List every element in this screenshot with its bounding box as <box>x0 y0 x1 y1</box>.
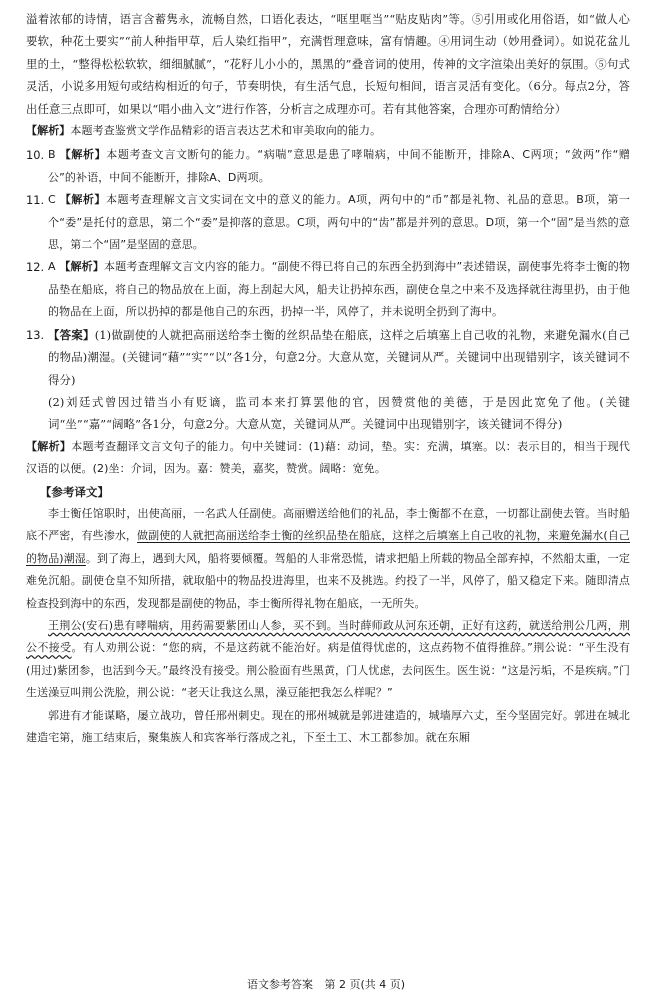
analysis-label: 【解析】 <box>26 124 71 138</box>
footer-page-number: 第 2 页(共 4 页) <box>324 978 406 991</box>
answer-2: (2)刘廷式曾因过错当小有贬谪，监司本来打算罢他的官，因赞赏他的美德，于是因此宽免了他。(关键词“坐”“嘉”“阔略”各1分，句意2分。大意从宽，关键词从严。关键词中出现错别字，该关键词不得分) <box>48 394 630 432</box>
analysis-text: 本题考查鉴赏文学作品精彩的语言表达艺术和审美取向的能力。 <box>70 124 382 138</box>
translation-paragraph-3: 郭进有才能谋略，屡立战功，曾任邢州刺史。现在的邢州城就是郭进建造的，城墙厚六丈，至今坚固完好。郭进在城北建造宅第，施工结束后，聚集族人和宾客举行落成之礼，下至土工、木工都参加。就在东厢 <box>26 708 630 744</box>
answer-letter: C <box>48 193 56 207</box>
translation-heading: 【参考译文】 <box>40 484 109 499</box>
wavy-underlined-translation: 王荆公(安石)患有哮喘病，用药需要紫团山人参，买不到。当时薛师政从河东还朝，正好有这药，就送给荆公几两，荆公不接受 <box>26 618 630 655</box>
footer-title: 语文参考答案 <box>246 978 313 991</box>
question-13-analysis <box>26 436 630 481</box>
question-number: 12. <box>26 260 45 275</box>
translation-paragraph-2 <box>26 615 630 705</box>
translation-text: 。到了海上，遇到大风，船将要倾覆。驾船的人非常恐慌，请求把船上所载的物品全部弃掉，不然船太重，一定难免沉船。副使仓皇不知所措，就取船中的物品投进海里，也来不及挑选。约投了一半，风停了，船又稳定下来。随即清点检查投到海中的东西，发现都是副使的物品，李士衡所得礼物在船底，一无所失。 <box>26 551 630 610</box>
translation-paragraph-1 <box>26 503 630 615</box>
question-10 <box>26 144 630 189</box>
answer-1-text: (1)做副使的人就把高丽送给李士衡的丝织品垫在船底，这样之后填塞上自己收的礼物，来避免漏水(自己的物品)潮湿。(关键词“藉”“实”“以”各1分，句意2分。大意从宽，关键词从严。关键词中出现错别字，该关键词不得分) <box>48 327 630 387</box>
question-13 <box>26 324 630 436</box>
question-number: 13. <box>26 327 45 342</box>
intro-paragraph: 溢着浓郁的诗情，语言含蓄隽永，流畅自然，口语化表达，“哐里哐当”“贴皮贴肉”等。⑤引用或化用俗语，如“做人心要软，种花土要实”“前人种指甲草，后人染红指甲”，充满哲理意味，富有情趣。④用词生动（妙用叠词）。如说花盆儿里的土，“整得松松软软，细细腻腻”，“花籽儿小小的，黑黑的”叠音词的使用，传神的文字渲染出美好的氛围。⑤句式灵活，小说多用短句或结构相近的句子，节奏明快，有生活气息，长短句相间，语言灵活有变化。（6分。每点2分，答出任意三点即可，如果以“唱小曲入文”进行作答，分析言之成理亦可。若有其他答案，合理亦可酌情给分） <box>26 12 630 116</box>
question-10-body <box>48 144 630 189</box>
translation-text: 。有人劝荆公说：“您的病，不是这药就不能治好。病是值得忧虑的，这点药物不值得推辞。”荆公说：“平生没有(用过)紫团参，也活到今天。”最终没有接受。荆公脸面有些黑黄，门人忧虑，去问医生。医生说：“这是污垢，不是疾病。”门生送澡豆叫荆公洗脸，荆公说：“老天让我这么黑，澡豆能把我怎么样呢？” <box>26 641 630 700</box>
analysis-label: 【解析】 <box>59 193 106 207</box>
analysis-text: 本题考查文言文断句的能力。“病喘”意思是患了哮喘病，中间不能断开，排除A、C两项；“敛两”作“赠公”的补语，中间不能断开，排除A、D两项。 <box>48 148 630 184</box>
translation-text: 李士衡任馆职时，出使高丽，一名武人任副使。高丽赠送给他们的礼品，李士衡都不在意，一切都让副使去管。当时船底不严密，有些渗水， <box>26 506 630 543</box>
analysis-label: 【解析】 <box>26 439 72 453</box>
question-12 <box>26 256 630 323</box>
analysis-label: 【解析】 <box>59 148 107 162</box>
question-number: 10. <box>26 148 45 163</box>
question-12-body <box>48 256 630 323</box>
underlined-translation: 做副使的人就把高丽送给李士衡的丝织品垫在船底，这样之后填塞上自己收的礼物，来避免漏水(自己的物品)潮湿 <box>26 529 631 565</box>
answer-letter: A <box>48 260 56 274</box>
answer-1 <box>48 324 630 391</box>
question-13-body <box>48 324 630 436</box>
answer-label: 【答案】 <box>48 327 95 342</box>
answer-letter: B <box>48 148 56 162</box>
question-11-body <box>48 189 630 256</box>
analysis-text: 本题考查翻译文言文句子的能力。句中关键词：(1)藉：动词，垫。实：充满，填塞。以：表示目的，相当于现代汉语的以便。(2)坐：介词，因为。嘉：赞美，嘉奖，赞赏。阔略：宽免。 <box>26 439 630 476</box>
page-footer <box>0 976 652 992</box>
question-11 <box>26 189 630 256</box>
intro-analysis <box>26 120 630 142</box>
analysis-text: 本题考查理解文言文内容的能力。“副使不得已将自己的东西全扔到海中”表述错误，副使事先将李士衡的物品垫在船底，将自己的物品放在上面，海上刮起大风，船夫让扔掉东西，副使仓皇之中来不及选择就往海里扔，由于他的物品在上面，所以扔掉的都是他自己的东西，扔掉一半，风停了，并未说明全扔到了海中。 <box>48 260 630 319</box>
question-number: 11. <box>26 193 45 208</box>
analysis-text: 本题考查理解文言文实词在文中的意义的能力。A项，两句中的“币”都是礼物、礼品的意思。B项，第一个“委”是托付的意思，第二个“委”是抑落的意思。C项，两句中的“齿”都是并列的意思。D项，第一个“固”是当然的意思，第二个“固”是坚固的意思。 <box>48 193 630 252</box>
analysis-label: 【解析】 <box>59 260 105 274</box>
